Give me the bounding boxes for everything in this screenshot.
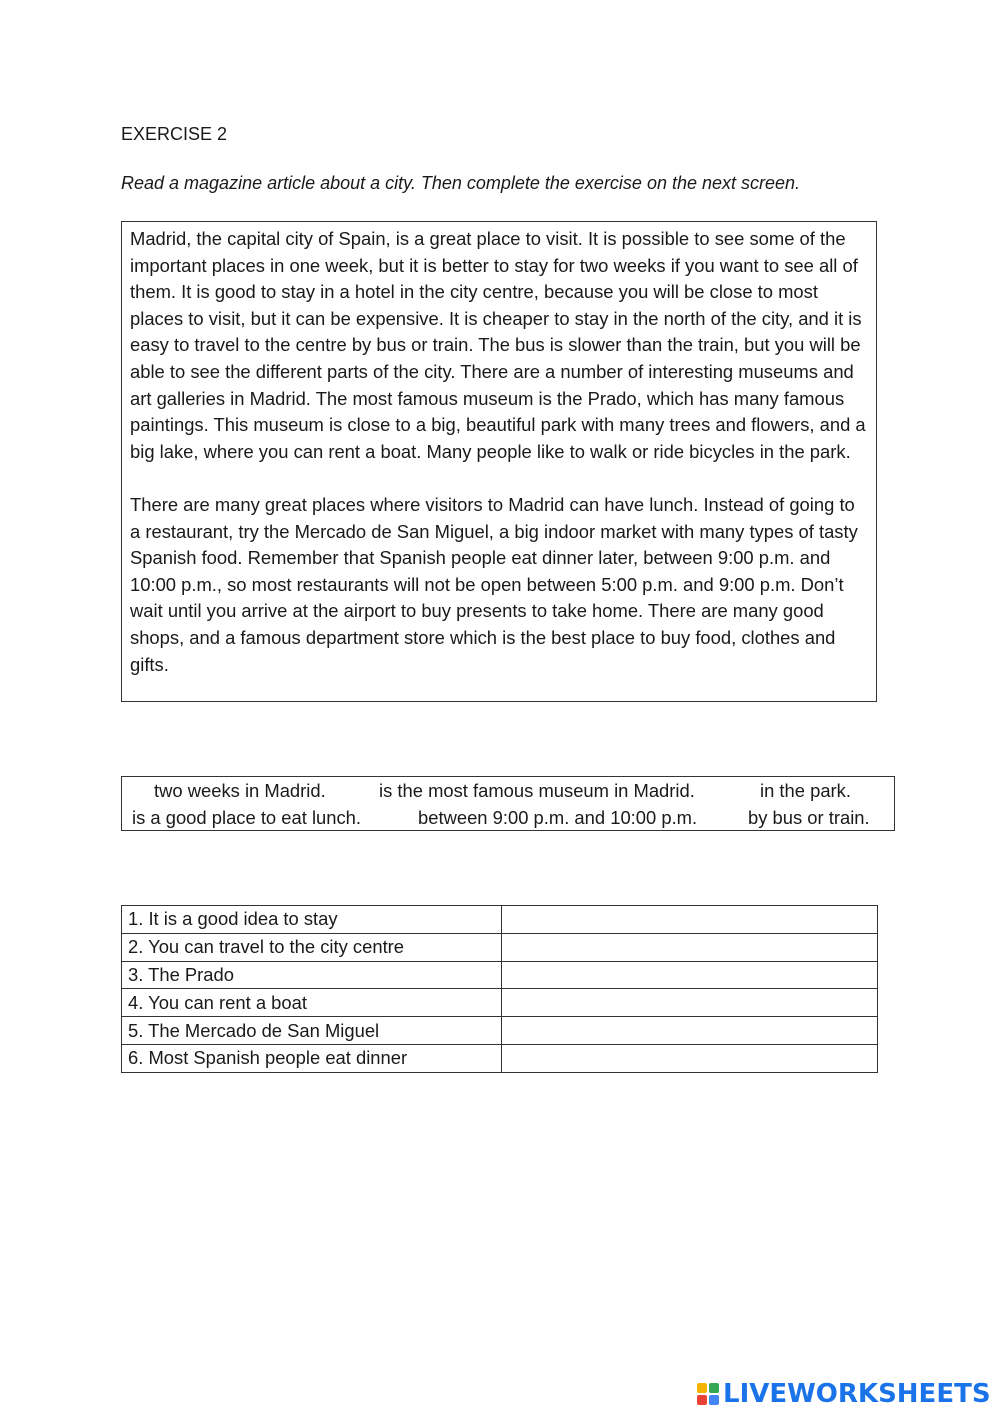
table-row <box>122 906 878 934</box>
logo-text: LIVEWORKSHEETS <box>723 1379 991 1409</box>
liveworksheets-logo <box>697 1378 991 1410</box>
question-prompt: 3. The Prado <box>122 961 502 989</box>
article-paragraph: Madrid, the capital city of Spain, is a great place to visit. It is possible to see some of the important places in one week, but it is better to stay for two weeks if you want to see all of them. It is good to stay in a hotel in the city centre, because you will be close to most places to visit, but it can be expensive. It is cheaper to stay in the north of the city, and it is easy to travel to the centre by bus or train. The bus is slower than the train, but you will be able to see the different parts of the city. There are a number of interesting museums and art galleries in Madrid. The most famous museum is the Prado, which has many famous paintings. This museum is close to a big, beautiful park with many trees and flowers, and a big lake, where you can rent a boat. Many people like to walk or ride bicycles in the park. <box>130 228 866 462</box>
table-row <box>122 989 878 1017</box>
word-bank-item[interactable]: in the park. <box>760 780 851 801</box>
table-row <box>122 961 878 989</box>
question-prompt: 2. You can travel to the city centre <box>122 933 502 961</box>
question-prompt: 1. It is a good idea to stay <box>122 906 502 934</box>
answer-drop-cell[interactable] <box>501 933 877 961</box>
answer-drop-cell[interactable] <box>501 1044 877 1072</box>
instruction-text: Read a magazine article about a city. Then complete the exercise on the next screen. <box>121 173 801 193</box>
word-bank-item[interactable]: is a good place to eat lunch. <box>132 807 362 828</box>
table-row <box>122 1017 878 1045</box>
answer-drop-cell[interactable] <box>501 961 877 989</box>
answer-drop-cell[interactable] <box>501 1017 877 1045</box>
liveworksheets-logo-icon <box>697 1383 719 1405</box>
question-prompt: 5. The Mercado de San Miguel <box>122 1017 502 1045</box>
word-bank-item[interactable]: between 9:00 p.m. and 10:00 p.m. <box>418 807 698 828</box>
answer-drop-cell[interactable] <box>501 906 877 934</box>
matching-table <box>121 905 878 1073</box>
word-bank-item[interactable]: by bus or train. <box>748 807 870 828</box>
word-bank-item[interactable]: two weeks in Madrid. <box>154 780 326 801</box>
exercise-heading: EXERCISE 2 <box>121 124 228 144</box>
table-row <box>122 1044 878 1072</box>
article-paragraph: There are many great places where visitors to Madrid can have lunch. Instead of going to a restaurant, try the Mercado de San Miguel, a big indoor market with many types of tasty Spanish food. Remember that Spanish people eat dinner later, between 9:00 p.m. and 10:00 p.m., so most restaurants will not be open between 5:00 p.m. and 9:00 p.m. Don’t wait until you arrive at the airport to buy presents to take home. There are many good shops, and a famous department store which is the best place to buy food, clothes and gifts. <box>130 493 858 675</box>
question-prompt: 4. You can rent a boat <box>122 989 502 1017</box>
table-row <box>122 933 878 961</box>
answer-drop-cell[interactable] <box>501 989 877 1017</box>
word-bank-item[interactable]: is the most famous museum in Madrid. <box>379 780 695 801</box>
question-prompt: 6. Most Spanish people eat dinner <box>122 1044 502 1072</box>
word-bank <box>121 776 895 831</box>
article-box <box>121 221 877 702</box>
